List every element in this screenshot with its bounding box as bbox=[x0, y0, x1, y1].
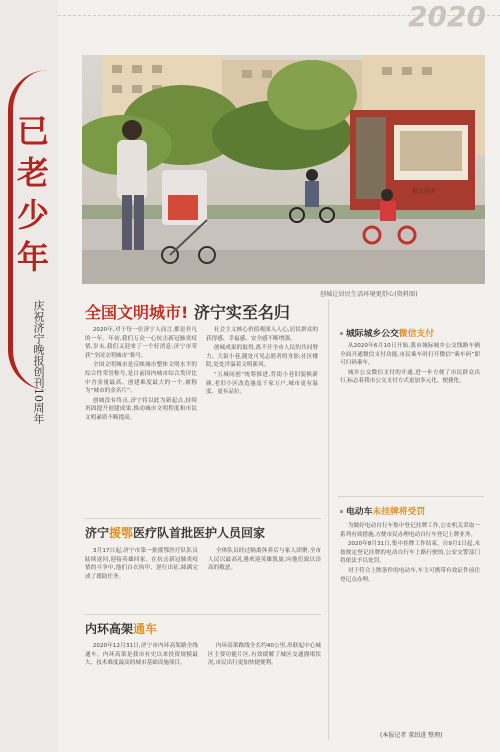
paragraph: 内环高架路线全长约40公里,串联起中心城区主要功能片区,有效缓解了城区交通拥堵状况,市民出行更加快捷便利。 bbox=[208, 643, 321, 667]
sidebar-ebike-title bbox=[340, 504, 425, 517]
left-band bbox=[0, 0, 58, 752]
paragraph: 全国文明城市是反映城市整体文明水平的综合性荣誉称号,是目前国内城市综合类评比中含金量最高、创建难度最大的一个,被称为“城市的金名片”。 bbox=[85, 362, 197, 395]
bullet-icon bbox=[340, 510, 343, 513]
help-article-title bbox=[85, 524, 265, 541]
paragraph: 创城没有终点,济宁将以此为新起点,持续巩固提升创建成果,推动城市文明程度和市民文明素质不断提高。 bbox=[85, 397, 197, 421]
paragraph: 全体队员经过隔离休养后与家人团聚,全市人民以最高礼遇欢迎英雄凯旋,向他们致以崇高的敬意。 bbox=[208, 548, 321, 572]
masthead-vertical-text: 庆祝济宁晚报创刊10周年 bbox=[32, 300, 45, 424]
page-header bbox=[58, 0, 500, 50]
paragraph: 为做好电动自行车集中登记挂牌工作,公安机关采取一系列有效措施,方便市民办理电动自行车登记上牌业务。 bbox=[340, 523, 480, 538]
main-headline-red: 全国文明城市! bbox=[85, 303, 189, 322]
main-article-column-1 bbox=[85, 326, 197, 516]
masthead-year: 2020 bbox=[408, 0, 486, 33]
help-article-body bbox=[85, 547, 321, 611]
sidebar-divider bbox=[338, 496, 484, 497]
paragraph: 2020年,对于每一位济宁人而言,都是非凡的一年。年初,我们万众一心抗击新冠肺炎疫情,岁末,我们又迎来了一个好消息:济宁市荣获“全国文明城市”称号。 bbox=[85, 327, 197, 359]
paragraph: 城乡公交微信支付的开通,进一步方便了市民群众出行,标志着我市公交支付方式更加多元化、便捷化。 bbox=[340, 369, 480, 385]
main-headline bbox=[85, 300, 315, 322]
sidebar-ebike-title-orange: 未挂牌将受罚 bbox=[372, 507, 426, 517]
photo-sign-text: 惠民服务 bbox=[412, 188, 437, 195]
masthead-calligraphy: 已老少年 bbox=[16, 112, 49, 276]
elevated-title-black: 内环高架 bbox=[85, 622, 134, 636]
sidebar-pay-title-orange: 微信支付 bbox=[398, 329, 434, 339]
elevated-title-orange: 通车 bbox=[133, 622, 158, 636]
main-article-column-2 bbox=[206, 326, 318, 516]
main-photo bbox=[82, 55, 485, 284]
sidebar-byline: (本报记者 董绍进 整理) bbox=[380, 732, 443, 739]
photo-caption: 创城让居民生活环境更舒心(资料图) bbox=[320, 291, 418, 298]
help-title-part-1: 济宁 bbox=[85, 526, 110, 540]
paragraph: 3月17日起,济宁市第一批援鄂医疗队队员陆续返回,迎接英雄回家。在抗击新冠肺炎疫情的斗争中,他们白衣执甲、逆行出征,圆满完成了援助任务。 bbox=[85, 548, 198, 580]
paragraph: 创城成果的取得,离不开全市人民的共同努力。大街小巷,随处可见志愿者的身影;社区楼院,处处洋溢着文明新风。 bbox=[206, 345, 318, 369]
elevated-article-title bbox=[85, 620, 157, 637]
paragraph: 社会主义核心价值观深入人心,居民群众的获得感、幸福感、安全感不断增强。 bbox=[206, 327, 318, 342]
section-divider bbox=[85, 518, 321, 519]
sidebar-pay-body bbox=[340, 342, 480, 482]
help-title-orange: 援鄂 bbox=[109, 526, 134, 540]
bullet-icon bbox=[340, 332, 343, 335]
main-headline-black: 济宁实至名归 bbox=[193, 303, 290, 322]
column-divider bbox=[328, 300, 329, 740]
paragraph: “五城同创”统筹推进,背街小巷旧貌换新颜,老旧小区改造惠及千家万户,城市更有温度、更有品位。 bbox=[206, 371, 318, 396]
elevated-article-body bbox=[85, 642, 321, 742]
sidebar-pay-title bbox=[340, 326, 434, 339]
section-divider bbox=[85, 614, 321, 615]
sidebar-ebike-title-black: 电动车 bbox=[346, 507, 373, 517]
paragraph: 从2020年6月10日开始,我市城际城乡公交线路车辆全面开通微信支付功能,市民乘车时打开微信“乘车码”即可扫码乘车。 bbox=[340, 343, 480, 367]
paragraph: 2020年8月31日,集中挂牌工作结束。自9月1日起,未按规定登记挂牌的电动自行车上路行驶的,公安交警部门将依法予以处罚。 bbox=[340, 541, 480, 565]
paragraph: 2020年12月31日,济宁市内环高架路全线通车。内环高架是我市有史以来投资规模最大、技术难度最高的城市基础设施项目。 bbox=[85, 643, 198, 667]
help-title-part-2: 医疗队首批医护人员回家 bbox=[133, 526, 266, 540]
sidebar-ebike-body bbox=[340, 522, 480, 728]
sidebar-pay-title-black: 城际城乡公交 bbox=[346, 329, 399, 339]
paragraph: 对于符合上牌条件的电动车,车主可携带有效证件前往登记点办理。 bbox=[340, 567, 480, 583]
